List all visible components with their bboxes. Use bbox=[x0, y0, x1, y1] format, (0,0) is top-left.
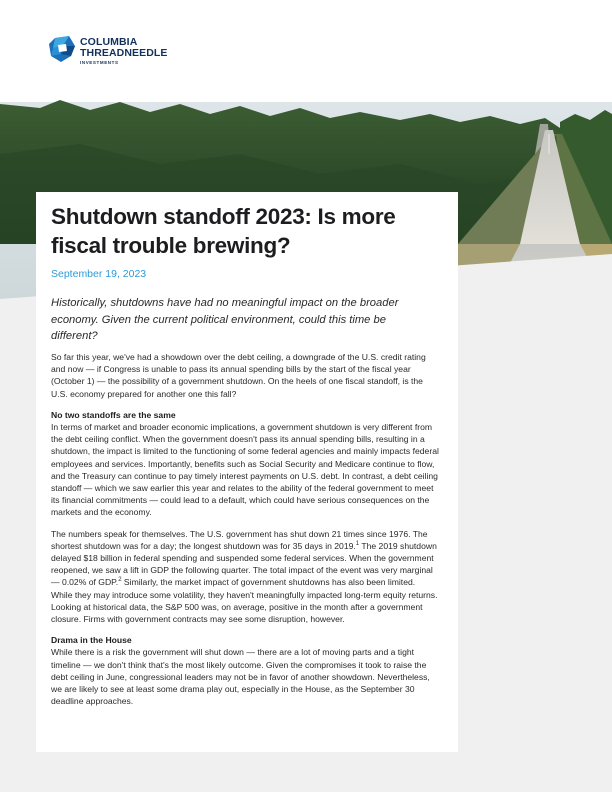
footnote-ref-1[interactable]: 1 bbox=[355, 540, 360, 547]
body-paragraph-1: So far this year, we've had a showdown over the debt ceiling, a downgrade of the U.S. credit rating and now — if Congress is unable to pass its annual spending bills by the start of the fiscal year (October 1) — the possibility of a government shutdown. On the heels of one fiscal standoff, is the U.S. economy prepared for another one this fall? bbox=[51, 352, 426, 399]
body-paragraph-4: While there is a risk the government will shut down — there are a lot of moving parts and a tight timeline — we don't think that's the most likely outcome. Given the compromises it took to raise the debt ceiling in June, congressional leaders may not be in favor of another showdown. Nevertheless, we are likely to see at least some drama play out, especially in the House, as the September 30 deadline approaches. bbox=[51, 647, 430, 707]
body-paragraph-3-part-c: Similarly, the market impact of government shutdowns has also been limited. While they may introduce some volatility, they haven't meaningfully impacted long-term equity returns. Looking at historical data, the S&P 500 was, on average, positive in the month after a government closure. Firms with government contracts may see some disruption, however. bbox=[51, 577, 438, 625]
body-paragraph-3-part-a: The numbers speak for themselves. The U.S. government has shut down 21 times since 1976. The shortest shutdown was for a day; the longest shutdown was for 35 days in 2019. bbox=[51, 528, 428, 551]
company-logo[interactable] bbox=[49, 36, 179, 72]
page-header bbox=[0, 0, 612, 94]
logo-wordmark-line2: THREADNEEDLE bbox=[80, 47, 168, 59]
body-paragraph-2: In terms of market and broader economic implications, a government shutdown is very different from the debt ceiling conflict. When the government doesn't pass its annual spending bills, resulting in a shutdown, the impact is limited to the functioning of some federal agencies and mainly impacts federal employees and services. Importantly, benefits such as Social Security and Medicare continue to flow, and the Treasury can continue to pay timely interest payments on U.S. debt. In contrast, a debt ceiling standoff — which we saw earlier this year and relates to the ability of the federal government to meet its financial commitments — could lead to a default, which could have serious consequences on the markets and the economy. bbox=[51, 422, 439, 518]
section-heading-1: No two standoffs are the same bbox=[51, 409, 176, 420]
body-paragraph-3-part-b: The 2019 shutdown delayed $18 billion in federal spending and suspended some federal services. When the government reopened, we saw a lift in GDP the following quarter. The total impact of the event was very marginal — 0.02% of GDP. bbox=[51, 540, 437, 588]
section-heading-2: Drama in the House bbox=[51, 635, 132, 646]
columbia-threadneedle-logo-icon bbox=[49, 36, 77, 64]
body-paragraph-3 bbox=[51, 528, 439, 626]
article-title: Shutdown standoff 2023: Is more fiscal trouble brewing? bbox=[51, 204, 396, 258]
article-card bbox=[36, 192, 458, 752]
logo-wordmark-line3: INVESTMENTS bbox=[80, 60, 119, 65]
article-body bbox=[51, 351, 439, 716]
article-intro: Historically, shutdowns have had no meaningful impact on the broader economy. Given the current political environment, could this time be different? bbox=[51, 297, 399, 342]
footnote-ref-2[interactable]: 2 bbox=[118, 577, 122, 584]
article-date: September 19, 2023 bbox=[51, 268, 147, 280]
logo-wordmark-line1: COLUMBIA bbox=[80, 36, 138, 48]
